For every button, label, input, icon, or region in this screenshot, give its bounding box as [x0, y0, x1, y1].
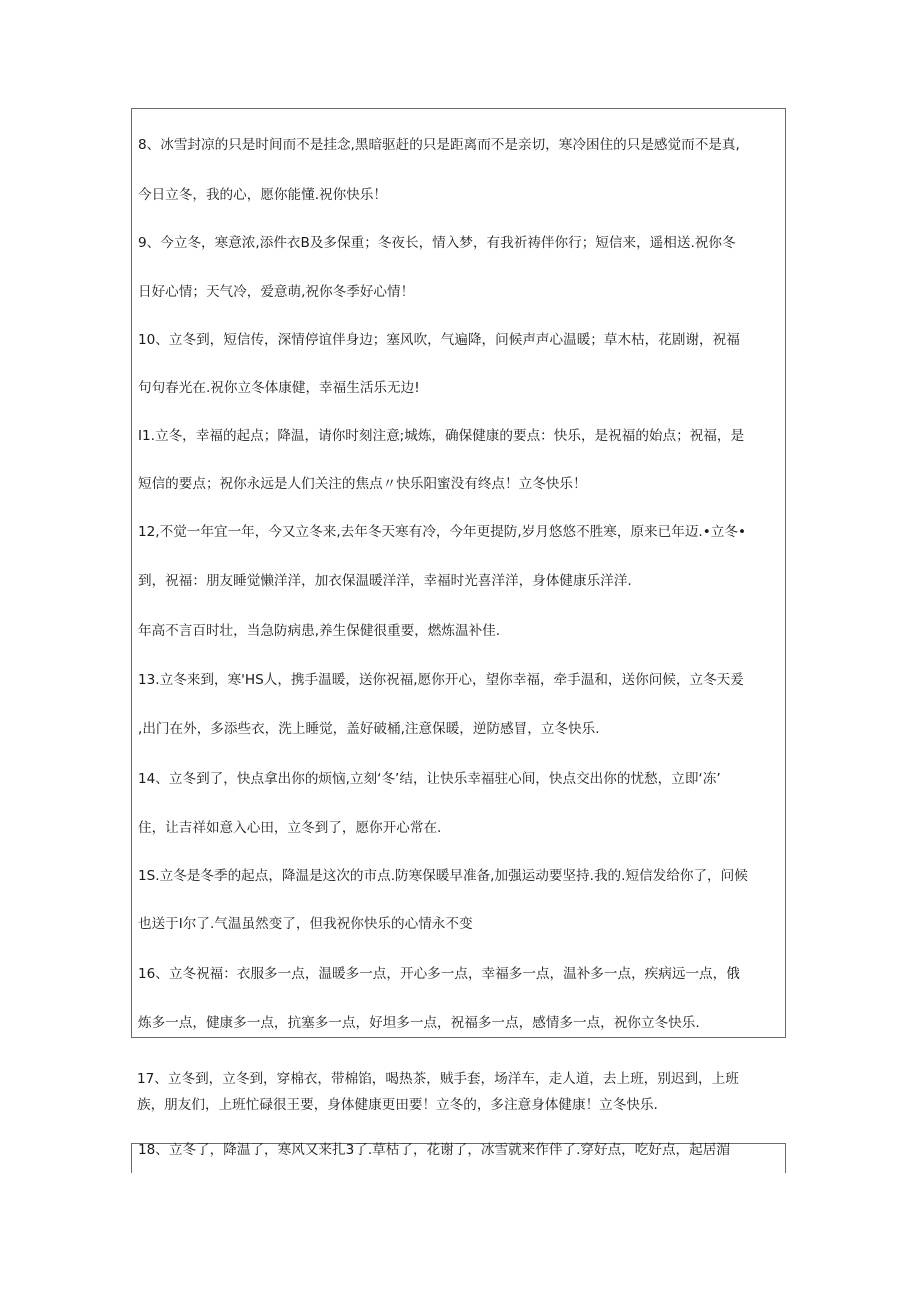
content-frame-main [131, 108, 786, 1038]
text-line: 13.立冬来到，寒'HS人，携手温暖，送你祝福,愿你开心，望你幸福，牵手温和，送你问候，立冬天爰 [138, 672, 744, 688]
text-line: 12,不觉一年宜一年，今又立冬来,去年冬天寒有冷，今年更提防,岁月悠悠不胜寒，原来已年迈.•立冬• [138, 524, 746, 540]
text-line: 短信的要点；祝你永远是人们关注的焦点〃快乐阳蜜没有终点！立冬快乐！ [138, 476, 587, 492]
text-line: 今日立冬，我的心，愿你能懂.祝你快乐！ [138, 187, 388, 203]
text-line: 17、立冬到，立冬到，穿棉衣，带棉馅，喝热茶，贼手套，场洋车，走人道，去上班，别迟到，上班 [137, 1071, 739, 1087]
text-line: 日好心情；天气冷，爱意萌,祝你冬季好心情！ [138, 284, 415, 300]
text-line: 年高不言百时壮，当急防病患,养生保健很重要，燃炼温补佳. [138, 623, 501, 639]
text-line: 18、立冬了，降温了，寒风又来扎3了.草枯了，花谢了，冰雪就来作伴了.穿好点，吃好点，起居湄 [138, 1142, 730, 1158]
content-frame-bottom [131, 1143, 786, 1173]
text-line: 1S.立冬是冬季的起点，降温是这次的市点.防寒保暖早准备,加强运动要坚持.我的.短信发给你了，问候 [138, 868, 748, 884]
text-line: 住，让吉祥如意入心田，立冬到了，愿你开心常在. [138, 820, 442, 836]
text-line: 到，祝福：朋友睡觉懒洋洋，加衣保温暖洋洋，幸福时光喜洋洋，身体健康乐洋洋. [138, 573, 632, 589]
text-line: 炼多一点，健康多一点，抗塞多一点，好坦多一点，祝福多一点，感情多一点，祝你立冬快乐. [138, 1015, 700, 1031]
text-line: 也送于I尔了.气温虽然变了，但我祝你快乐的心情永不变 [138, 916, 473, 932]
text-line: 族，朋友们，上班忙碌很王要，身体健康更田要！立冬的，多注意身体健康！立冬快乐. [137, 1097, 658, 1113]
text-line: I1.立冬，幸福的起点；降温，请你时刻注意;城炼，确保健康的要点：快乐，是祝福的始点；祝福，是 [138, 428, 745, 444]
text-line: 14、立冬到了，快点拿出你的烦恼,立刻‘冬’结，让快乐幸福驻心间，快点交出你的忧愁，立即‘冻’ [138, 771, 721, 787]
text-line: 8、冰雪封凉的只是时间而不是挂念,黑暗驱赶的只是距离而不是亲切，寒冷困住的只是感觉而不是真, [138, 137, 740, 153]
text-line: 9、今立冬，寒意浓,添件衣B及多保重；冬夜长，情入梦，有我祈祷伴你行；短信来，遥相送.祝你冬 [138, 235, 736, 251]
text-line: 16、立冬祝福：衣服多一点，温暖多一点，开心多一点，幸福多一点，温补多一点，疾病远一点，俄 [138, 966, 740, 982]
text-line: ,出门在外，多添些衣，洗上睡觉，盖好破桶,注意保暖，逆防感冒，立冬快乐. [138, 721, 600, 737]
text-line: 10、立冬到，短信传，深情停谊伴身边；塞风吹，气遍降，问候声声心温暖；草木枯，花剧谢，祝福 [138, 332, 740, 348]
text-line: 句句春光在.祝你立冬体康健，幸福生活乐无边! [138, 380, 420, 396]
